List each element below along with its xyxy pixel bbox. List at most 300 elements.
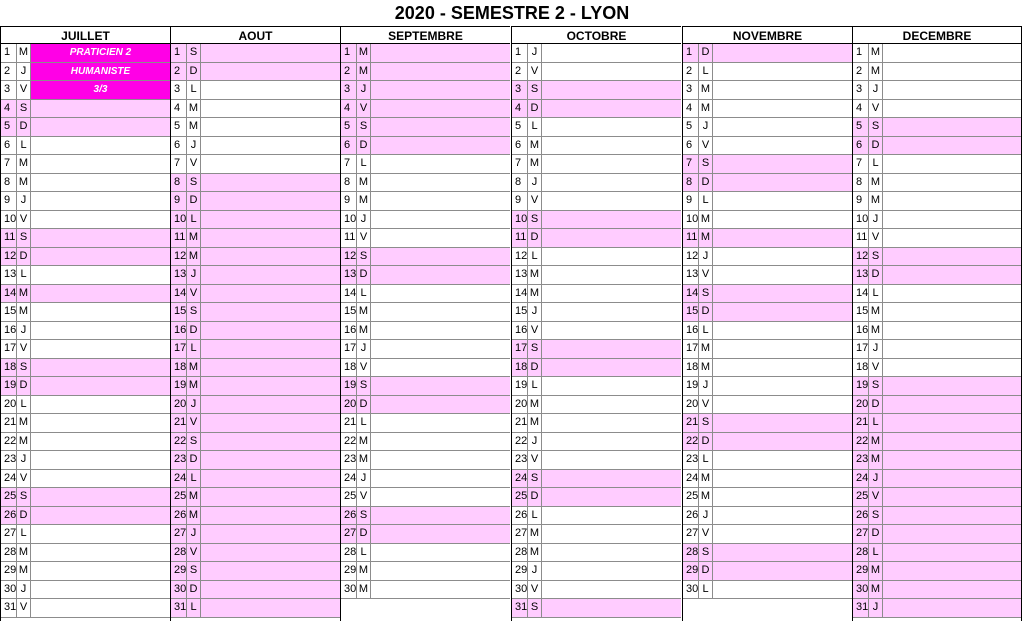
day-cell[interactable] [883,544,1021,562]
day-cell[interactable] [713,488,852,506]
day-cell[interactable] [31,303,170,321]
day-cell[interactable] [371,525,510,543]
day-cell[interactable] [542,599,681,617]
day-cell[interactable] [883,581,1021,599]
day-row[interactable] [341,285,510,304]
day-cell[interactable] [31,266,170,284]
day-row[interactable] [512,81,681,100]
day-row[interactable] [171,303,340,322]
day-cell[interactable] [371,414,510,432]
day-cell[interactable] [371,433,510,451]
day-row[interactable] [1,192,170,211]
day-cell[interactable] [31,229,170,247]
day-row[interactable] [1,507,170,526]
day-cell[interactable] [201,433,340,451]
day-row[interactable] [341,322,510,341]
day-row[interactable] [171,137,340,156]
day-cell[interactable] [201,507,340,525]
day-cell[interactable] [371,562,510,580]
day-cell[interactable] [201,581,340,599]
day-row[interactable] [1,396,170,415]
day-row[interactable] [171,470,340,489]
day-row[interactable] [171,414,340,433]
day-cell[interactable] [31,248,170,266]
day-cell[interactable] [31,433,170,451]
day-row[interactable] [683,211,852,230]
day-cell[interactable] [713,100,852,118]
day-cell[interactable] [713,174,852,192]
day-row[interactable] [683,192,852,211]
day-cell[interactable] [713,562,852,580]
day-row[interactable] [683,174,852,193]
day-row[interactable] [512,507,681,526]
day-cell[interactable] [713,229,852,247]
day-row[interactable] [341,451,510,470]
day-row[interactable] [683,248,852,267]
day-cell[interactable] [201,396,340,414]
day-row[interactable] [1,303,170,322]
day-row[interactable] [683,525,852,544]
day-cell[interactable] [371,100,510,118]
day-cell[interactable] [542,285,681,303]
day-cell[interactable] [883,192,1021,210]
day-cell[interactable] [883,285,1021,303]
day-cell[interactable] [371,44,510,62]
day-row[interactable] [853,285,1021,304]
day-cell[interactable] [713,285,852,303]
day-row[interactable] [512,118,681,137]
day-cell[interactable] [713,118,852,136]
day-row[interactable] [853,470,1021,489]
day-cell[interactable] [201,44,340,62]
event-cell[interactable]: 3/3 [31,81,170,99]
day-cell[interactable] [542,248,681,266]
day-row[interactable] [683,100,852,119]
day-row[interactable] [512,581,681,600]
day-cell[interactable] [713,63,852,81]
day-cell[interactable] [201,322,340,340]
day-cell[interactable] [883,174,1021,192]
day-cell[interactable] [713,544,852,562]
day-row[interactable] [1,377,170,396]
day-row[interactable] [341,433,510,452]
day-cell[interactable] [542,229,681,247]
day-cell[interactable] [883,340,1021,358]
day-cell[interactable] [713,81,852,99]
day-cell[interactable] [542,266,681,284]
day-cell[interactable] [542,377,681,395]
day-cell[interactable] [713,451,852,469]
day-cell[interactable] [542,100,681,118]
day-row[interactable] [341,377,510,396]
day-cell[interactable] [201,359,340,377]
day-cell[interactable] [883,507,1021,525]
day-row[interactable] [853,525,1021,544]
day-row[interactable] [853,81,1021,100]
day-row[interactable] [1,118,170,137]
day-cell[interactable] [31,507,170,525]
day-cell[interactable] [883,377,1021,395]
day-row[interactable] [341,137,510,156]
day-row[interactable] [341,118,510,137]
day-row[interactable] [341,211,510,230]
day-cell[interactable] [371,81,510,99]
day-cell[interactable] [371,377,510,395]
day-row[interactable] [512,100,681,119]
day-row[interactable] [512,470,681,489]
day-cell[interactable] [201,248,340,266]
day-cell[interactable] [201,303,340,321]
day-row[interactable] [853,229,1021,248]
day-cell[interactable] [542,544,681,562]
day-cell[interactable] [201,155,340,173]
event-cell[interactable]: HUMANISTE [31,63,170,81]
day-row[interactable] [853,322,1021,341]
day-row[interactable] [1,525,170,544]
day-cell[interactable] [31,470,170,488]
day-row[interactable] [683,507,852,526]
day-cell[interactable] [371,507,510,525]
day-row[interactable] [1,359,170,378]
day-row[interactable] [853,340,1021,359]
day-cell[interactable] [201,192,340,210]
day-row[interactable] [683,562,852,581]
day-cell[interactable] [883,359,1021,377]
day-row[interactable] [683,118,852,137]
day-row[interactable] [512,44,681,63]
day-cell[interactable] [31,377,170,395]
day-cell[interactable] [201,377,340,395]
day-cell[interactable] [713,433,852,451]
day-row[interactable] [512,433,681,452]
day-cell[interactable] [31,451,170,469]
day-row[interactable] [853,248,1021,267]
day-cell[interactable] [713,414,852,432]
day-row[interactable] [341,100,510,119]
day-cell[interactable] [31,562,170,580]
day-row[interactable] [1,451,170,470]
day-row[interactable] [1,581,170,600]
day-cell[interactable] [201,81,340,99]
day-cell[interactable] [31,100,170,118]
day-cell[interactable] [31,211,170,229]
day-cell[interactable] [201,266,340,284]
day-row[interactable] [171,581,340,600]
day-row[interactable] [853,599,1021,618]
day-cell[interactable] [542,525,681,543]
day-row[interactable] [1,155,170,174]
day-row[interactable] [512,562,681,581]
day-cell[interactable] [31,396,170,414]
day-cell[interactable] [371,581,510,599]
day-cell[interactable] [371,211,510,229]
day-cell[interactable] [883,599,1021,617]
day-row[interactable] [853,396,1021,415]
day-cell[interactable] [371,229,510,247]
day-row[interactable] [683,155,852,174]
day-row[interactable] [171,100,340,119]
day-row[interactable] [512,451,681,470]
day-row[interactable] [1,63,170,82]
day-row[interactable] [853,581,1021,600]
day-cell[interactable] [883,451,1021,469]
day-cell[interactable] [542,211,681,229]
day-cell[interactable] [542,81,681,99]
day-row[interactable] [512,155,681,174]
day-row[interactable] [512,322,681,341]
day-row[interactable] [512,377,681,396]
day-row[interactable] [1,137,170,156]
day-cell[interactable] [883,562,1021,580]
day-cell[interactable] [542,322,681,340]
day-row[interactable] [853,433,1021,452]
day-row[interactable] [853,63,1021,82]
day-cell[interactable] [31,581,170,599]
day-cell[interactable] [371,174,510,192]
day-row[interactable] [341,192,510,211]
day-cell[interactable] [713,396,852,414]
day-cell[interactable] [713,211,852,229]
day-row[interactable] [171,44,340,63]
day-cell[interactable] [713,470,852,488]
day-cell[interactable] [713,192,852,210]
day-row[interactable] [683,44,852,63]
day-row[interactable] [853,488,1021,507]
day-cell[interactable] [883,211,1021,229]
day-row[interactable] [853,100,1021,119]
day-cell[interactable] [371,470,510,488]
day-cell[interactable] [542,581,681,599]
day-cell[interactable] [883,266,1021,284]
day-row[interactable] [171,192,340,211]
day-cell[interactable] [201,470,340,488]
day-cell[interactable] [883,137,1021,155]
day-row[interactable] [171,211,340,230]
day-row[interactable] [171,359,340,378]
day-row[interactable] [683,322,852,341]
day-cell[interactable] [883,303,1021,321]
day-cell[interactable] [542,414,681,432]
day-row[interactable] [171,525,340,544]
day-row[interactable] [853,174,1021,193]
day-row[interactable] [1,100,170,119]
day-cell[interactable] [542,118,681,136]
day-row[interactable] [171,266,340,285]
day-cell[interactable] [883,414,1021,432]
day-row[interactable] [171,377,340,396]
day-cell[interactable] [31,118,170,136]
day-cell[interactable] [371,137,510,155]
day-row[interactable] [171,155,340,174]
day-row[interactable] [853,44,1021,63]
day-row[interactable] [512,229,681,248]
day-row[interactable] [512,599,681,618]
day-cell[interactable] [201,340,340,358]
day-row[interactable] [171,81,340,100]
day-row[interactable] [512,137,681,156]
day-row[interactable] [341,248,510,267]
day-cell[interactable] [31,192,170,210]
day-row[interactable] [341,229,510,248]
day-row[interactable] [512,285,681,304]
day-row[interactable] [1,599,170,618]
day-cell[interactable] [713,377,852,395]
day-cell[interactable] [201,100,340,118]
day-cell[interactable] [542,44,681,62]
day-cell[interactable] [31,488,170,506]
day-cell[interactable] [883,525,1021,543]
day-row[interactable] [1,44,170,63]
day-cell[interactable] [371,192,510,210]
day-row[interactable] [341,81,510,100]
day-row[interactable] [1,470,170,489]
day-cell[interactable] [371,303,510,321]
day-cell[interactable] [371,266,510,284]
day-row[interactable] [341,525,510,544]
day-row[interactable] [683,544,852,563]
day-row[interactable] [853,562,1021,581]
day-row[interactable] [171,451,340,470]
day-cell[interactable] [371,63,510,81]
day-cell[interactable] [201,488,340,506]
day-row[interactable] [341,266,510,285]
day-row[interactable] [1,266,170,285]
day-row[interactable] [683,340,852,359]
day-cell[interactable] [371,118,510,136]
day-cell[interactable] [713,525,852,543]
day-row[interactable] [512,303,681,322]
day-row[interactable] [1,340,170,359]
day-row[interactable] [1,81,170,100]
day-row[interactable] [683,433,852,452]
day-row[interactable] [683,266,852,285]
day-cell[interactable] [201,451,340,469]
day-row[interactable] [1,562,170,581]
day-cell[interactable] [201,137,340,155]
day-cell[interactable] [201,174,340,192]
day-row[interactable] [853,544,1021,563]
day-cell[interactable] [883,396,1021,414]
day-cell[interactable] [713,44,852,62]
day-cell[interactable] [713,248,852,266]
day-cell[interactable] [371,248,510,266]
day-row[interactable] [683,137,852,156]
day-row[interactable] [853,414,1021,433]
day-row[interactable] [341,488,510,507]
day-cell[interactable] [542,340,681,358]
day-cell[interactable] [883,248,1021,266]
day-cell[interactable] [713,303,852,321]
day-row[interactable] [171,562,340,581]
day-cell[interactable] [31,322,170,340]
day-cell[interactable] [713,507,852,525]
day-row[interactable] [171,599,340,618]
day-row[interactable] [853,266,1021,285]
day-row[interactable] [853,155,1021,174]
day-row[interactable] [171,285,340,304]
day-row[interactable] [341,507,510,526]
day-cell[interactable] [201,118,340,136]
day-cell[interactable] [542,303,681,321]
day-row[interactable] [341,470,510,489]
day-row[interactable] [1,544,170,563]
day-row[interactable] [683,377,852,396]
day-cell[interactable] [371,322,510,340]
day-row[interactable] [171,433,340,452]
day-row[interactable] [171,118,340,137]
day-cell[interactable] [883,81,1021,99]
day-row[interactable] [171,174,340,193]
day-row[interactable] [512,63,681,82]
day-row[interactable] [1,248,170,267]
day-cell[interactable] [371,488,510,506]
day-cell[interactable] [371,285,510,303]
day-row[interactable] [853,359,1021,378]
day-row[interactable] [683,81,852,100]
day-row[interactable] [1,433,170,452]
day-cell[interactable] [542,174,681,192]
day-row[interactable] [512,340,681,359]
day-row[interactable] [1,229,170,248]
day-cell[interactable] [883,433,1021,451]
day-row[interactable] [1,322,170,341]
day-row[interactable] [1,414,170,433]
day-row[interactable] [1,488,170,507]
day-row[interactable] [683,470,852,489]
day-cell[interactable] [371,340,510,358]
day-cell[interactable] [713,137,852,155]
day-cell[interactable] [883,44,1021,62]
day-cell[interactable] [883,470,1021,488]
day-row[interactable] [683,285,852,304]
day-cell[interactable] [713,340,852,358]
day-row[interactable] [512,248,681,267]
day-row[interactable] [683,451,852,470]
day-row[interactable] [341,340,510,359]
day-cell[interactable] [542,470,681,488]
day-cell[interactable] [31,544,170,562]
day-cell[interactable] [542,137,681,155]
day-cell[interactable] [201,525,340,543]
day-cell[interactable] [371,544,510,562]
day-cell[interactable] [371,359,510,377]
day-row[interactable] [171,229,340,248]
day-row[interactable] [853,211,1021,230]
day-cell[interactable] [31,285,170,303]
day-cell[interactable] [883,488,1021,506]
day-cell[interactable] [201,414,340,432]
day-row[interactable] [853,137,1021,156]
day-row[interactable] [853,451,1021,470]
day-cell[interactable] [883,322,1021,340]
day-cell[interactable] [542,396,681,414]
day-cell[interactable] [201,229,340,247]
day-row[interactable] [512,396,681,415]
day-cell[interactable] [201,63,340,81]
day-row[interactable] [341,303,510,322]
day-row[interactable] [853,192,1021,211]
day-row[interactable] [341,155,510,174]
day-row[interactable] [341,44,510,63]
day-row[interactable] [512,414,681,433]
day-row[interactable] [341,414,510,433]
day-row[interactable] [683,396,852,415]
day-cell[interactable] [201,211,340,229]
day-cell[interactable] [713,581,852,599]
day-cell[interactable] [201,599,340,617]
day-row[interactable] [341,63,510,82]
day-cell[interactable] [542,451,681,469]
